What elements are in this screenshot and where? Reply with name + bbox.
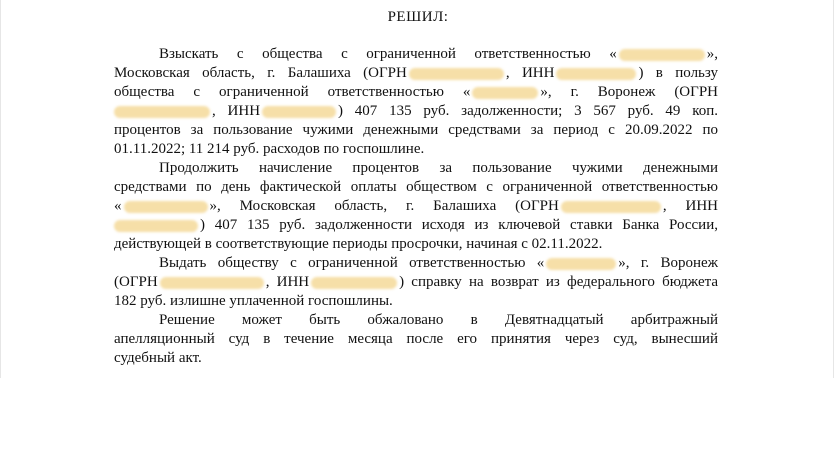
text-line: (ОГРН , ИНН ) справку на возврат из федерального бюджета (114, 274, 719, 290)
text-line: Взыскать с общества с ограниченной ответственностью « », (159, 46, 718, 62)
text-line: процентов за пользование чужими денежными средствами за период с 20.09.2022 по (114, 122, 718, 138)
text-line: апелляционный суд в течение месяца после его принятия через суд, вынесший (114, 331, 718, 347)
text-line: средствами по день фактической оплаты обществом с ограниченной ответственностью (114, 179, 718, 195)
redacted-text (619, 49, 705, 61)
text-line: Продолжить начисление процентов за пользование чужими денежными (159, 160, 718, 176)
redacted-text (472, 87, 538, 99)
text-line: ) 407 135 руб. задолженности исходя из ключевой ставки Банка России, (114, 216, 718, 235)
text-line: 182 руб. излишне уплаченной госпошлины. (114, 293, 393, 309)
redacted-text (114, 220, 198, 232)
redacted-text (160, 277, 264, 289)
redacted-text (409, 68, 504, 80)
text-line: Московская область, г. Балашиха (ОГРН , ИНН ) в пользу (114, 65, 719, 81)
text-line: « », Московская область, г. Балашиха (ОГРН , ИНН (114, 198, 718, 214)
redacted-text (311, 277, 397, 289)
text-line: судебный акт. (114, 350, 202, 366)
redacted-text (114, 106, 210, 118)
text-line: Выдать обществу с ограниченной ответственностью « », г. Воронеж (159, 255, 719, 271)
text-line: , ИНН ) 407 135 руб. задолженности; 3 567 руб. 49 коп. (114, 102, 718, 121)
redacted-text (546, 258, 616, 270)
blank-area (0, 378, 834, 460)
redacted-text (556, 68, 636, 80)
text-line: Решение может быть обжаловано в Девятнадцатый арбитражный (159, 312, 718, 328)
redacted-text (124, 201, 208, 213)
decision-heading: РЕШИЛ: (387, 9, 449, 25)
redacted-text (561, 201, 661, 213)
text-line: действующей в соответствующие периоды просрочки, начиная с 02.11.2022. (114, 236, 603, 252)
text-line: общества с ограниченной ответственностью « », г. Воронеж (ОГРН (114, 84, 718, 100)
text-line: 01.11.2022; 11 214 руб. расходов по госпошлине. (114, 141, 425, 157)
redacted-text (262, 106, 336, 118)
